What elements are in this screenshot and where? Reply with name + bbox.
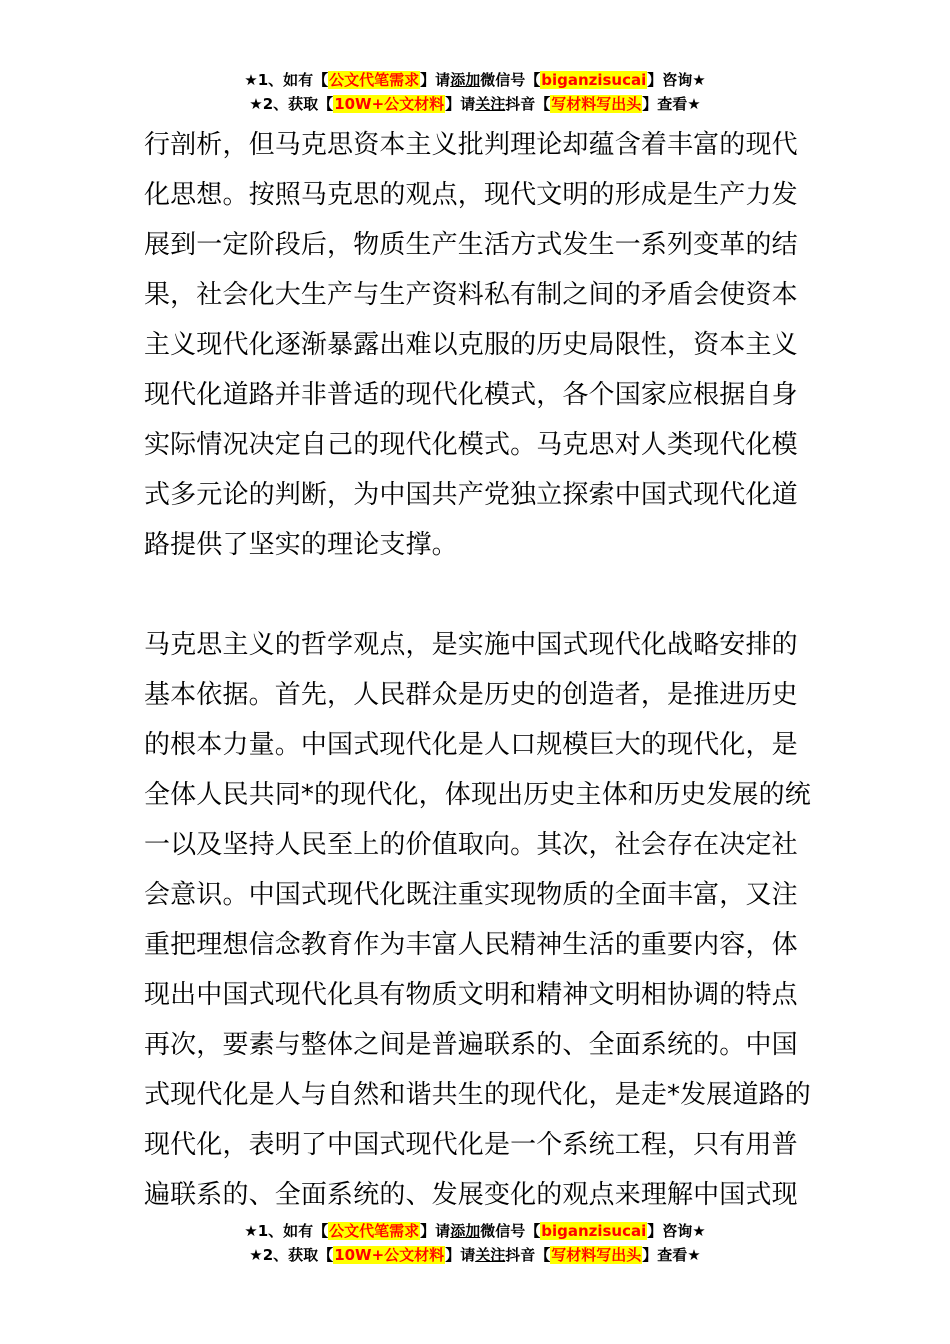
banner-underline-text: 添加 <box>450 1222 481 1240</box>
banner-text: 】查看★ <box>642 95 701 113</box>
banner-text: 】请 <box>445 95 476 113</box>
banner-text: ★2、获取【 <box>249 1246 334 1264</box>
text-line: 重把理想信念教育作为丰富人民精神生活的重要内容，体 <box>144 930 798 960</box>
header-banner <box>0 68 950 116</box>
text-line: 展到一定阶段后，物质生产生活方式发生一系列变革的结 <box>144 230 798 260</box>
text-line: 主义现代化逐渐暴露出难以克服的历史局限性，资本主义 <box>144 330 798 360</box>
footer-banner <box>0 1219 950 1267</box>
text-line: 式多元论的判断，为中国共产党独立探索中国式现代化道 <box>144 480 798 510</box>
banner-text: 】咨询★ <box>647 71 706 89</box>
highlight-materials: 10W+公文材料 <box>334 1246 445 1264</box>
highlight-service: 公文代笔需求 <box>329 71 420 89</box>
banner-line-follow <box>0 1243 950 1267</box>
text-line: 实际情况决定自己的现代化模式。马克思对人类现代化模 <box>144 430 798 460</box>
banner-underline-text: 关注 <box>475 1246 506 1264</box>
highlight-wechat-id: biganzisucai <box>541 71 647 89</box>
text-line: 的根本力量。中国式现代化是人口规模巨大的现代化，是 <box>144 730 798 760</box>
paragraph-1 <box>144 120 808 570</box>
banner-text: 】咨询★ <box>647 1222 706 1240</box>
text-line: 行剖析，但马克思资本主义批判理论却蕴含着丰富的现代 <box>144 130 798 160</box>
highlight-wechat-id: biganzisucai <box>541 1222 647 1240</box>
text-line: 化思想。按照马克思的观点，现代文明的形成是生产力发 <box>144 180 798 210</box>
text-line: 遍联系的、全面系统的、发展变化的观点来理解中国式现 <box>144 1180 798 1210</box>
banner-underline-text: 添加 <box>450 71 481 89</box>
text-line: 现代化道路并非普适的现代化模式，各个国家应根据自身 <box>144 380 798 410</box>
banner-underline-text: 关注 <box>475 95 506 113</box>
text-line: 基本依据。首先，人民群众是历史的创造者，是推进历史 <box>144 680 798 710</box>
banner-line-follow <box>0 92 950 116</box>
banner-text: 微信号【 <box>480 1222 541 1240</box>
text-line: 一以及坚持人民至上的价值取向。其次，社会存在决定社 <box>144 830 798 860</box>
banner-text: 抖音【 <box>505 95 551 113</box>
paragraph-gap <box>144 570 808 620</box>
banner-text: 】请 <box>420 71 451 89</box>
banner-line-consult <box>0 68 950 92</box>
banner-text: 微信号【 <box>480 71 541 89</box>
highlight-douyin-account: 写材料写出头 <box>551 95 642 113</box>
banner-text: 】查看★ <box>642 1246 701 1264</box>
text-line: 路提供了坚实的理论支撑。 <box>144 530 458 560</box>
text-line: 再次，要素与整体之间是普遍联系的、全面系统的。中国 <box>144 1030 798 1060</box>
text-line: 现出中国式现代化具有物质文明和精神文明相协调的特点 <box>144 980 798 1010</box>
highlight-materials: 10W+公文材料 <box>334 95 445 113</box>
text-line: 马克思主义的哲学观点，是实施中国式现代化战略安排的 <box>144 630 798 660</box>
banner-text: ★1、如有【 <box>244 71 329 89</box>
banner-text: 】请 <box>420 1222 451 1240</box>
text-line: 式现代化是人与自然和谐共生的现代化，是走*发展道路的 <box>144 1080 811 1110</box>
paragraph-2 <box>144 620 811 1220</box>
banner-text: 】请 <box>445 1246 476 1264</box>
banner-line-consult <box>0 1219 950 1243</box>
text-line: 会意识。中国式现代化既注重实现物质的全面丰富，又注 <box>144 880 798 910</box>
highlight-douyin-account: 写材料写出头 <box>551 1246 642 1264</box>
document-body <box>144 120 811 1220</box>
highlight-service: 公文代笔需求 <box>329 1222 420 1240</box>
banner-text: 抖音【 <box>505 1246 551 1264</box>
text-line: 现代化，表明了中国式现代化是一个系统工程，只有用普 <box>144 1130 798 1160</box>
banner-text: ★1、如有【 <box>244 1222 329 1240</box>
text-line: 全体人民共同*的现代化，体现出历史主体和历史发展的统 <box>144 780 811 810</box>
text-line: 果，社会化大生产与生产资料私有制之间的矛盾会使资本 <box>144 280 798 310</box>
banner-text: ★2、获取【 <box>249 95 334 113</box>
